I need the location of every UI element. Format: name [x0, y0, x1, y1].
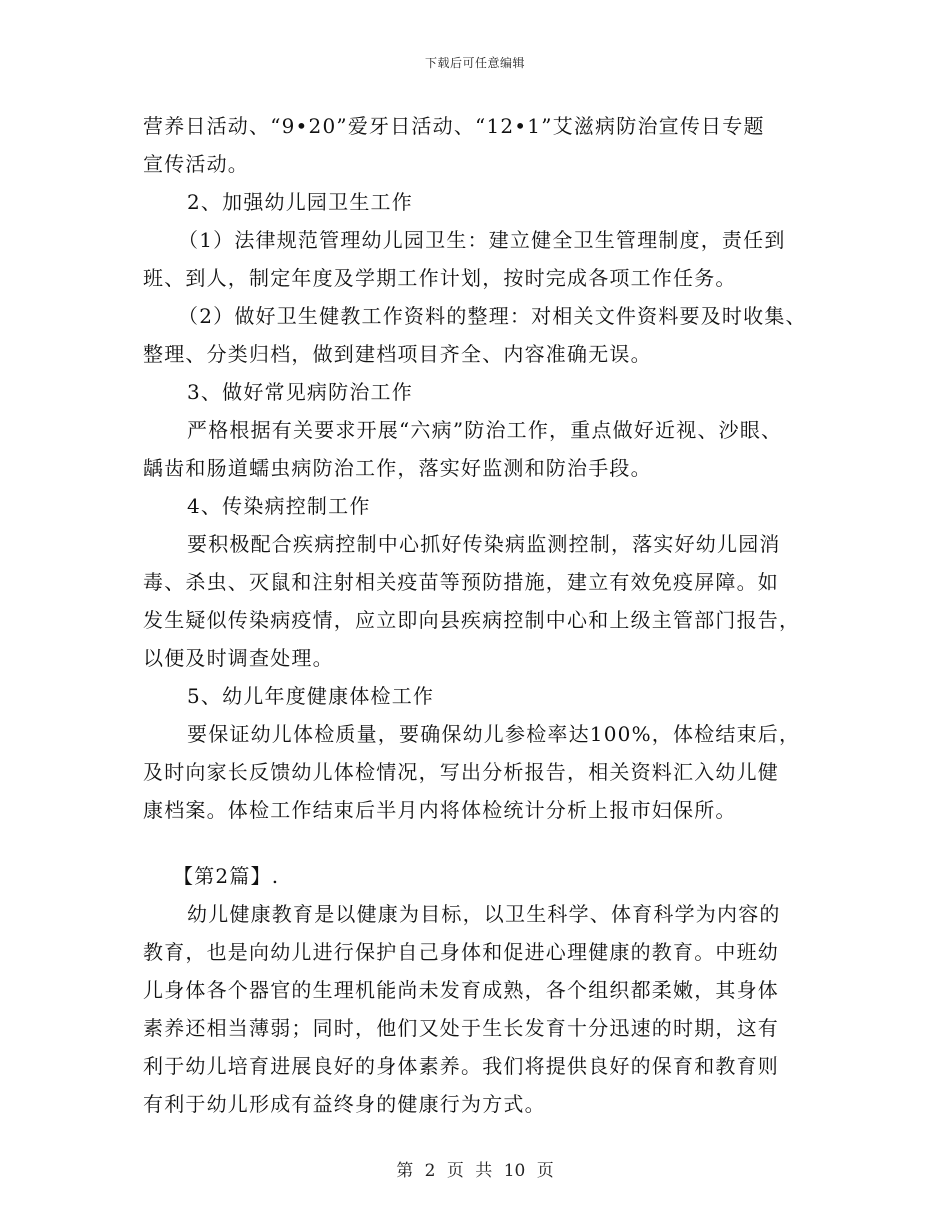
section-heading: 5、幼儿年度健康体检工作 — [187, 684, 435, 708]
body-line: 要保证幼儿体检质量，要确保幼儿参检率达100%，体检结束后， — [187, 722, 801, 746]
body-line: 教育，也是向幼儿进行保护自己身体和促进心理健康的教育。中班幼 — [143, 940, 779, 964]
body-line: 发生疑似传染病疫情，应立即向县疾病控制中心和上级主管部门报告， — [143, 608, 801, 632]
body-line: 利于幼儿培育进展良好的身体素养。我们将提供良好的保育和教育则 — [143, 1054, 779, 1078]
body-line: 康档案。体检工作结束后半月内将体检统计分析上报市妇保所。 — [143, 798, 737, 822]
body-line: 素养还相当薄弱；同时，他们又处于生长发育十分迅速的时期，这有 — [143, 1016, 779, 1040]
body-line: （2）做好卫生健教工作资料的整理：对相关文件资料要及时收集、 — [178, 304, 807, 328]
section-heading: 4、传染病控制工作 — [187, 494, 371, 518]
body-line: （1）法律规范管理幼儿园卫生：建立健全卫生管理制度，责任到 — [178, 228, 786, 252]
page-header: 下载后可任意编辑 — [424, 56, 525, 70]
body-line: 儿身体各个器官的生理机能尚未发育成熟，各个组织都柔嫩，其身体 — [143, 978, 779, 1002]
body-line: 班、到人，制定年度及学期工作计划，按时完成各项工作任务。 — [143, 266, 737, 290]
body-line: 以便及时调查处理。 — [143, 646, 334, 670]
body-line: 严格根据有关要求开展“六病”防治工作，重点做好近视、沙眼、 — [187, 418, 783, 442]
part-heading: 【第2篇】. — [173, 864, 280, 888]
section-heading: 2、加强幼儿园卫生工作 — [187, 190, 413, 214]
body-line: 营养日活动、“9•20”爱牙日活动、“12•1”艾滋病防治宣传日专题 — [143, 114, 765, 138]
body-line: 幼儿健康教育是以健康为目标，以卫生科学、体育科学为内容的 — [187, 902, 781, 926]
body-line: 毒、杀虫、灭鼠和注射相关疫苗等预防措施，建立有效免疫屏障。如 — [143, 570, 779, 594]
body-line: 及时向家长反馈幼儿体检情况，写出分析报告，相关资料汇入幼儿健 — [143, 760, 779, 784]
body-line: 有利于幼儿形成有益终身的健康行为方式。 — [143, 1092, 546, 1116]
page-footer: 第 2 页 共 10 页 — [396, 1161, 554, 1181]
body-line: 龋齿和肠道蠕虫病防治工作，落实好监测和防治手段。 — [143, 456, 652, 480]
body-line: 整理、分类归档，做到建档项目齐全、内容准确无误。 — [143, 342, 652, 366]
section-heading: 3、做好常见病防治工作 — [187, 380, 413, 404]
body-line: 要积极配合疾病控制中心抓好传染病监测控制，落实好幼儿园消 — [187, 532, 781, 556]
body-line: 宣传活动。 — [143, 152, 249, 176]
